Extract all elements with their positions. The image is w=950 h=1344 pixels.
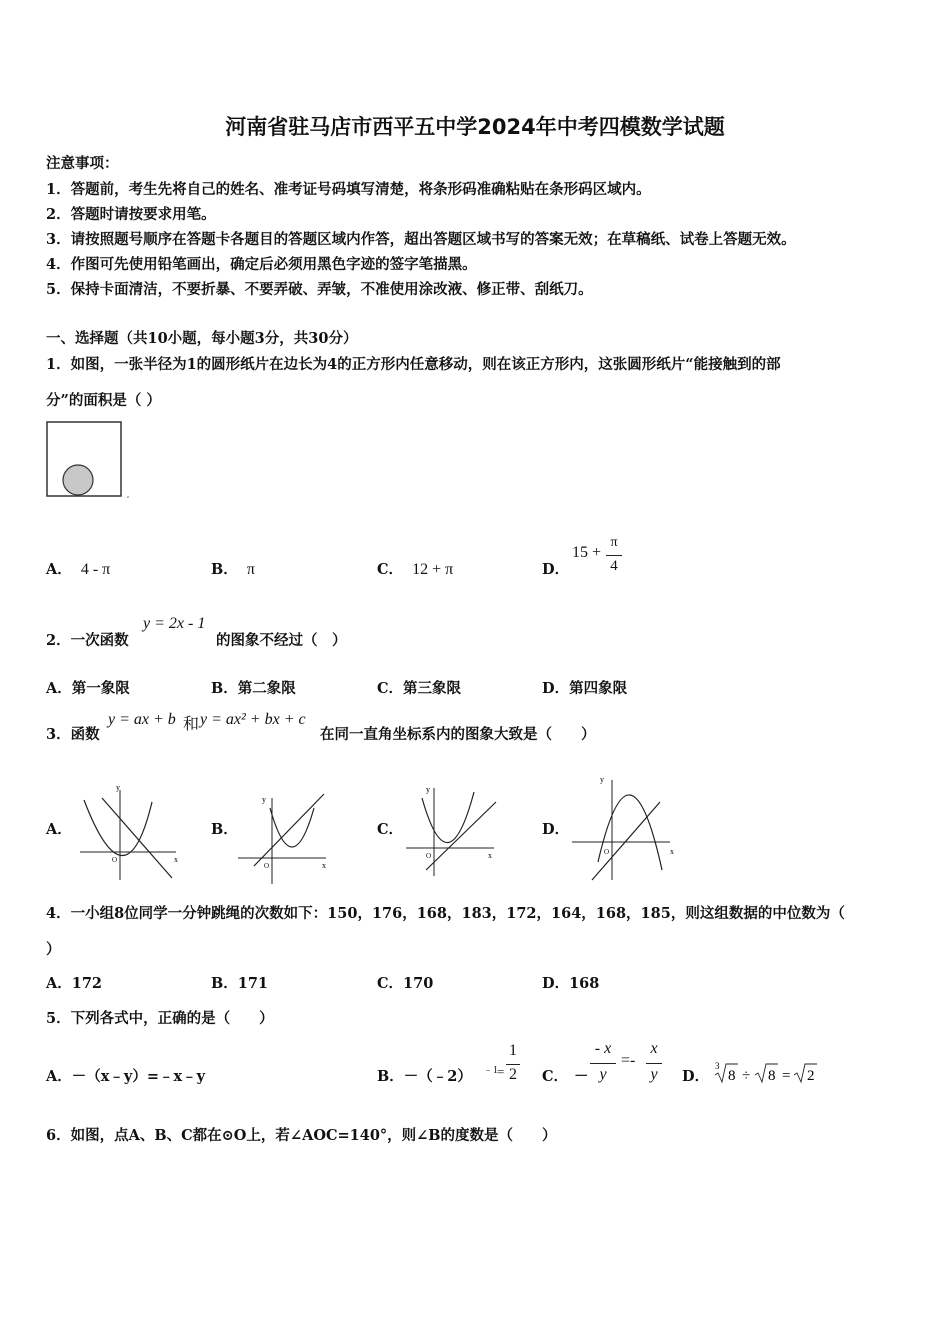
q4-option-c[interactable]: C．170 xyxy=(377,975,434,992)
q4-stem-line2: ） xyxy=(46,941,61,958)
q1-d-label: D． xyxy=(542,561,570,578)
q5-option-a[interactable]: A．－（x﹣y）=﹣x﹣y xyxy=(46,1068,206,1085)
q5-c-fraction-bar-2 xyxy=(646,1063,662,1064)
q5-c-denominator-2: y xyxy=(650,1066,658,1083)
q3-graph-c xyxy=(404,782,500,878)
radicand-1: 8 xyxy=(728,1068,736,1084)
line xyxy=(426,802,496,870)
q5-c-denominator-1: y xyxy=(599,1066,607,1083)
q1-option-a[interactable] xyxy=(46,558,110,579)
q5-option-b[interactable] xyxy=(377,1065,472,1086)
page-title: 河南省驻马店市西平五中学2024年中考四模数学试题 xyxy=(225,115,725,139)
q4-option-b[interactable]: B．171 xyxy=(211,975,269,992)
circle-paper xyxy=(63,465,93,495)
q1-d-numerator: π xyxy=(610,535,618,550)
q5-b-numerator: 1 xyxy=(509,1042,517,1059)
q5-b-exponent: ﹣1 xyxy=(483,1065,498,1076)
origin-label: O xyxy=(426,852,432,860)
q2-option-a[interactable]: A．第一象限 xyxy=(46,680,130,697)
q4-option-d[interactable]: D．168 xyxy=(542,975,600,992)
q5-c-fraction-bar-1 xyxy=(590,1063,616,1064)
q3-option-a[interactable]: A． xyxy=(46,821,72,838)
q5-c-minus: － xyxy=(574,1068,589,1085)
q1-option-d[interactable] xyxy=(542,558,569,579)
radicand-3: 2 xyxy=(807,1068,815,1084)
q5-d-expression xyxy=(712,1058,824,1088)
axis-y-label: y xyxy=(116,783,120,792)
q5-c-numerator-2: x xyxy=(650,1040,658,1057)
parabola xyxy=(598,795,662,870)
axis-y-label: y xyxy=(262,795,266,804)
origin-label: O xyxy=(112,856,118,864)
q3-option-b[interactable]: B． xyxy=(211,821,238,838)
q1-stem-line1: 1．如图，一张半径为1的圆形纸片在边长为4的正方形内任意移动，则在该正方形内，这张圆形纸片“能接触到的部 xyxy=(46,356,781,373)
q2-suffix: 的图象不经过（ ） xyxy=(216,632,347,649)
q3-prefix: 3．函数 xyxy=(46,726,100,743)
axis-x-label: x xyxy=(670,847,674,856)
q6-stem: 6．如图，点A、B、C都在⊙O上，若∠AOC=140°，则∠B的度数是（ ） xyxy=(46,1127,557,1144)
q3-graph-d xyxy=(570,770,680,882)
q5-option-c[interactable] xyxy=(542,1065,589,1086)
q4-option-a[interactable]: A．172 xyxy=(46,975,103,992)
notice-item-3: 3．请按照题号顺序在答题卡各题目的答题区域内作答，超出答题区域书写的答案无效；在草稿纸、试卷上答题无效。 xyxy=(46,231,796,248)
radicand-2: 8 xyxy=(768,1068,776,1084)
line xyxy=(592,802,660,880)
q2-prefix: 2．一次函数 xyxy=(46,632,129,649)
q5-option-d[interactable]: D． xyxy=(682,1068,710,1085)
q3-formula-linear: y = ax + b xyxy=(108,711,176,728)
axis-y-label: y xyxy=(600,775,604,784)
q1-stem-line2: 分”的面积是（ ） xyxy=(46,392,161,409)
q3-graph-a xyxy=(76,780,184,884)
q1-b-text: π xyxy=(246,561,255,578)
q5-b-denominator: 2 xyxy=(509,1066,517,1083)
q5-c-numerator-1: - x xyxy=(594,1040,612,1057)
equals-sign: = xyxy=(782,1068,791,1084)
q5-b-label: B． xyxy=(377,1068,404,1085)
q2-formula: y = 2x - 1 xyxy=(143,615,206,632)
axis-x-label: x xyxy=(174,855,178,864)
q5-b-text: －（﹣2） xyxy=(403,1068,472,1085)
q1-d-denominator: 4 xyxy=(610,558,618,574)
q1-a-text: 4 - π xyxy=(80,561,111,578)
parabola xyxy=(422,792,474,843)
origin-label: O xyxy=(264,862,270,870)
axis-x-label: x xyxy=(322,861,326,870)
q1-figure xyxy=(44,420,134,502)
parabola xyxy=(84,800,152,856)
notice-heading: 注意事项： xyxy=(46,155,119,172)
q3-suffix: 在同一直角坐标系内的图象大致是（ ） xyxy=(320,726,596,743)
q1-option-c[interactable] xyxy=(377,558,453,579)
q1-option-b[interactable] xyxy=(211,558,255,579)
line xyxy=(102,798,172,878)
q5-b-equals: = xyxy=(497,1064,505,1079)
section-heading: 一、选择题（共10小题，每小题3分，共30分） xyxy=(46,330,358,347)
q1-c-text: 12 + π xyxy=(412,561,454,578)
q3-and: 和 xyxy=(183,716,200,733)
notice-item-2: 2．答题时请按要求用笔。 xyxy=(46,206,216,223)
axis-y-label: y xyxy=(426,785,430,794)
q5-b-fraction-bar xyxy=(506,1064,520,1065)
q5-c-equals: =- xyxy=(621,1052,636,1069)
q1-b-label: B． xyxy=(211,561,238,578)
q1-d-fraction-bar xyxy=(606,555,622,556)
q1-c-label: C． xyxy=(377,561,404,578)
q4-stem-line1: 4．一小组8位同学一分钟跳绳的次数如下：150，176，168，183，172，164，168，185，则这组数据的中位数为（ xyxy=(46,905,845,922)
q1-d-whole: 15 + xyxy=(572,544,602,561)
notice-item-5: 5．保持卡面清洁，不要折暴、不要弄破、弄皱，不准使用涂改液、修正带、刮纸刀。 xyxy=(46,281,593,298)
q2-option-c[interactable]: C．第三象限 xyxy=(377,680,462,697)
cube-root-index: 3 xyxy=(715,1061,720,1071)
q2-option-d[interactable]: D．第四象限 xyxy=(542,680,628,697)
notice-item-1: 1．答题前，考生先将自己的姓名、准考证号码填写清楚，将条形码准确粘贴在条形码区域内。 xyxy=(46,181,651,198)
q3-graph-b xyxy=(236,790,332,886)
q3-option-d[interactable]: D． xyxy=(542,821,570,838)
q3-formula-quadratic: y = ax² + bx + c xyxy=(200,711,306,728)
q2-option-b[interactable]: B．第二象限 xyxy=(211,680,296,697)
q5-c-label: C． xyxy=(542,1068,569,1085)
axis-x-label: x xyxy=(488,851,492,860)
q5-stem: 5．下列各式中，正确的是（ ） xyxy=(46,1010,274,1027)
divide-sign: ÷ xyxy=(742,1068,751,1084)
origin-label: O xyxy=(604,848,610,856)
q3-option-c[interactable]: C． xyxy=(377,821,404,838)
line xyxy=(254,794,324,866)
notice-item-4: 4．作图可先使用铅笔画出，确定后必须用黑色字迹的签字笔描黑。 xyxy=(46,256,477,273)
q1-a-label: A． xyxy=(46,561,72,578)
